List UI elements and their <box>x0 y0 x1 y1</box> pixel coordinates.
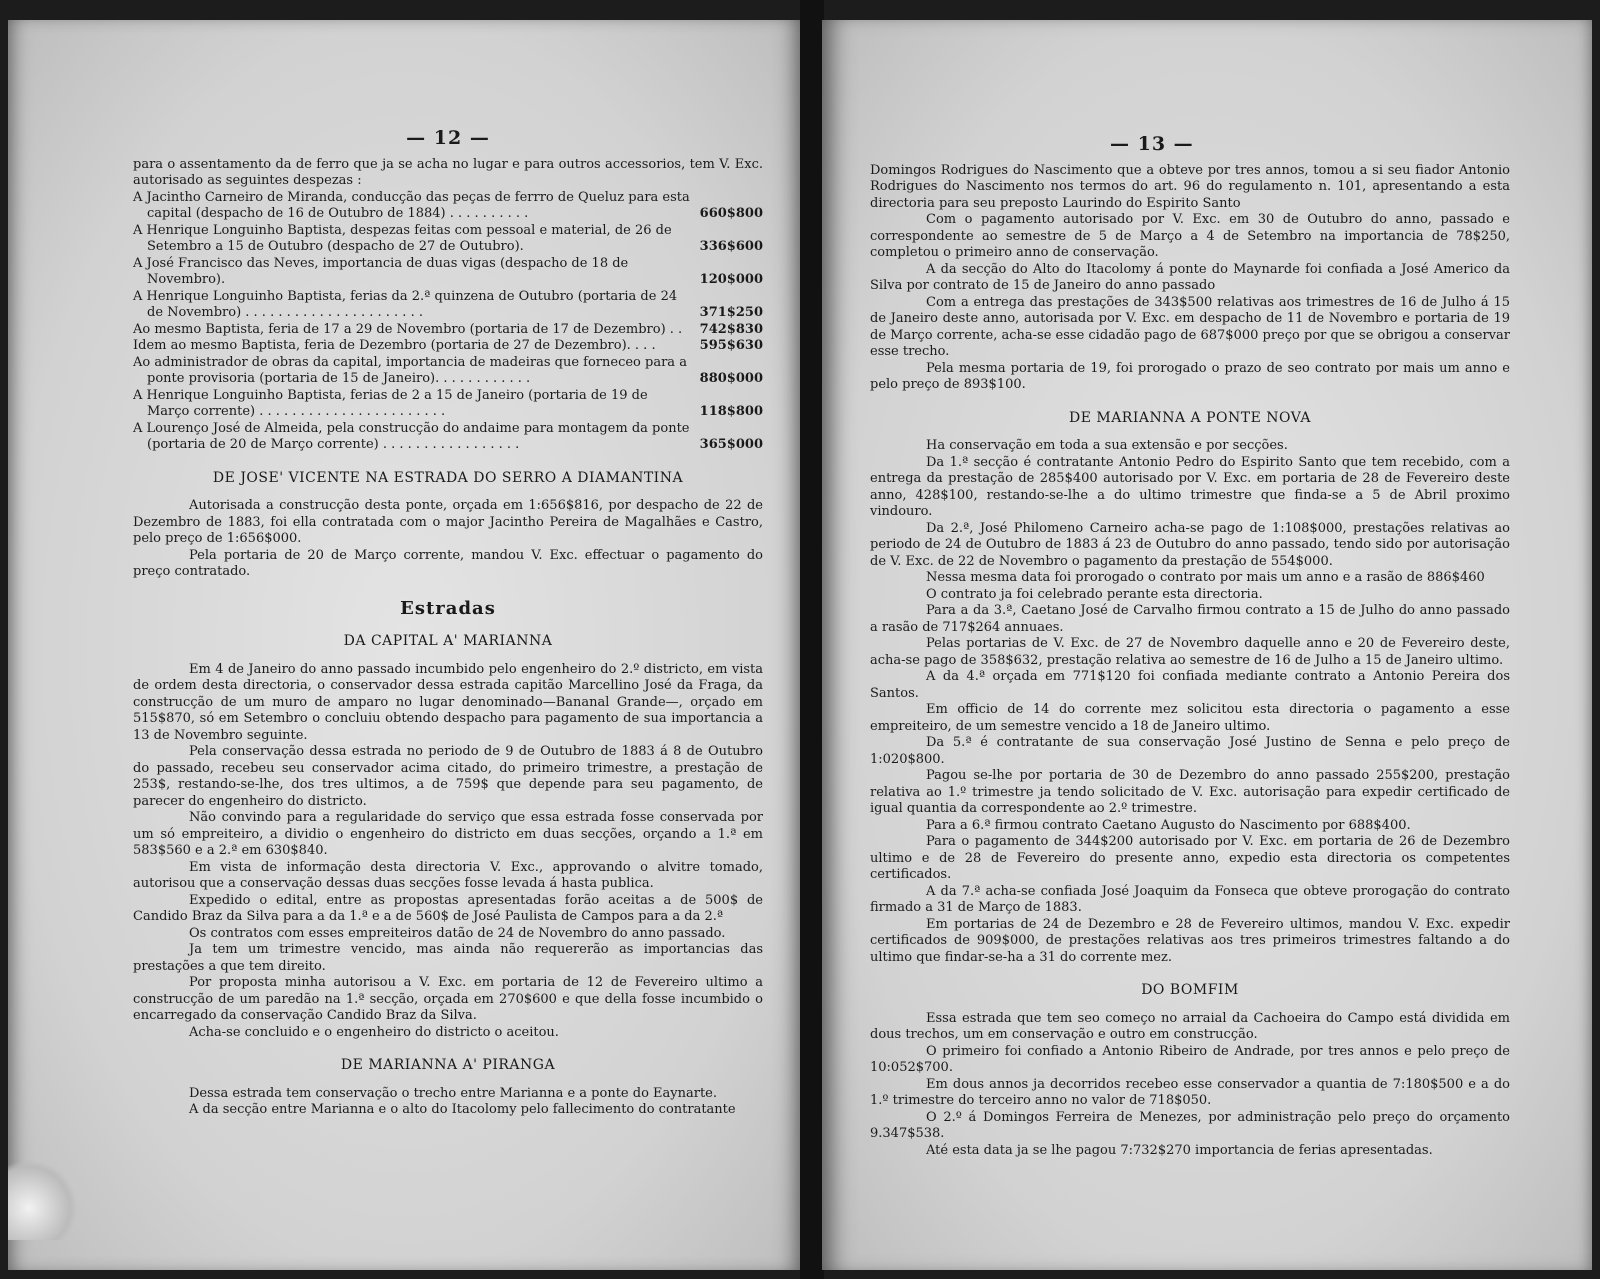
expense-text: Idem ao mesmo Baptista, feria de Dezembro (portaria de 27 de Dezembro). . . . <box>133 338 656 353</box>
section-heading: DO BOMFIM <box>1141 982 1239 998</box>
paragraph: Pagou se-lhe por portaria de 30 de Dezembro do anno passado 255$200, prestação relativa ao 1.º trimestre ja tendo solicitado de V. Exc. autorisação para expedir certificado de igual quantia da correspondente ao 2.º trimestre. <box>870 768 1510 816</box>
paragraph: A da secção entre Marianna e o alto do Itacolomy pelo fallecimento do contratante <box>189 1102 736 1117</box>
paragraph: O contrato ja foi celebrado perante esta directoria. <box>926 586 1263 602</box>
expense-entry <box>133 421 763 454</box>
paragraph: Pela portaria de 20 de Março corrente, mandou V. Exc. effectuar o pagamento do preço contratado. <box>133 547 763 579</box>
paragraph: Essa estrada que tem seo começo no arraial da Cachoeira do Campo está dividida em dous trechos, um em conservação e outro em construcção. <box>870 1010 1510 1042</box>
paragraph: Em officio de 14 do corrente mez solicitou esta directoria o pagamento a esse empreiteiro, de um semestre vencido a 18 de Janeiro ultimo. <box>870 702 1510 734</box>
paragraph: Expedido o edital, entre as propostas apresentadas forão aceitas a de 500$ de Candido Braz da Silva para a da 1.ª e a de 560$ de José Paulista de Campos para a da 2.ª <box>133 892 763 924</box>
expense-text: Ao administrador de obras da capital, importancia de madeiras que forneceo para a ponte provisoria (portaria de 15 de Janeiro). . . . . . . . . . . . <box>133 354 687 386</box>
expense-amount: 120$000 <box>699 272 763 287</box>
paragraph: Da 1.ª secção é contratante Antonio Pedro do Espirito Santo que tem recebido, com a entrega da prestação de 285$400 autorisado por V. Exc. em portaria de 28 de Fevereiro deste anno, 428$100, restando-se-lhe a do ultimo trimestre que finda-se a 5 de Abril proximo vindouro. <box>870 454 1510 519</box>
paragraph: Ha conservação em toda a sua extensão e por secções. <box>926 438 1288 453</box>
expense-amount: 595$630 <box>699 338 763 353</box>
expense-entry <box>133 322 763 339</box>
expense-text: A José Francisco das Neves, importancia de duas vigas (despacho de 18 de Novembro). <box>133 255 629 287</box>
page-curl-decoration <box>8 1160 78 1240</box>
section-heading: DA CAPITAL A' MARIANNA <box>343 633 553 649</box>
expense-entry <box>133 338 763 355</box>
paragraph: Pelas portarias de V. Exc. de 27 de Novembro daquelle anno e 20 de Fevereiro deste, acha-se pago de 358$632, prestação relativa ao semestre de 16 de Julho a 15 de Janeiro ultimo. <box>870 636 1510 668</box>
expense-amount: 365$000 <box>699 437 763 452</box>
chapter-heading: Estradas <box>400 597 496 619</box>
paragraph: Da 2.ª, José Philomeno Carneiro acha-se pago de 1:108$000, prestações relativas ao periodo de 24 de Outubro de 1883 á 23 de Outubro do anno passado, tendo sido por autorisação de V. Exc. de 22 de Novembro o pagamento da prestação de 554$000. <box>870 520 1510 569</box>
expense-amount: 336$600 <box>699 239 763 254</box>
paragraph: Autorisada a construcção desta ponte, orçada em 1:656$816, por despacho de 22 de Dezembro de 1883, foi ella contratada com o major Jacintho Pereira de Magalhães e Castro, pelo preço de 1:656$000. <box>133 498 763 546</box>
paragraph: Nessa mesma data foi prorogado o contrato por mais um anno e a rasão de 886$460 <box>926 570 1485 585</box>
section-heading: DE JOSE' VICENTE NA ESTRADA DO SERRO A DIAMANTINA <box>212 469 684 486</box>
paragraph: O primeiro foi confiado a Antonio Ribeiro de Andrade, por tres annos e pelo preço de 10:052$700. <box>870 1043 1510 1075</box>
expense-text: Ao mesmo Baptista, feria de 17 a 29 de Novembro (portaria de 17 de Dezembro) . . <box>133 321 683 337</box>
paragraph: Até esta data ja se lhe pagou 7:732$270 importancia de ferias apresentadas. <box>926 1142 1433 1158</box>
paragraph: Em vista de informação desta directoria V. Exc., approvando o alvitre tomado, autorisou que a conservação dessas duas secções fosse levada á hasta publica. <box>133 859 763 891</box>
page-number: — 12 — <box>406 127 490 149</box>
paragraph: Por proposta minha autorisou a V. Exc. em portaria de 12 de Fevereiro ultimo a construcção de um paredão na 1.ª secção, orçada em 270$600 e que della fosse incumbido o encarregado da conservação Candido Braz da Silva. <box>133 975 763 1023</box>
paragraph: Dessa estrada tem conservação o trecho entre Marianna e a ponte do Eaynarte. <box>189 1085 717 1101</box>
expense-text: A Lourenço José de Almeida, pela construcção do andaime para montagem da ponte (portaria de 20 de Março corrente) . . . . . . . . . . . . . . . . . <box>133 420 690 452</box>
expense-entry <box>133 223 763 256</box>
expense-amount: 371$250 <box>699 305 763 320</box>
paragraph: A da 7.ª acha-se confiada José Joaquim da Fonseca que obteve prorogação do contrato firmado a 31 de Março de 1883. <box>870 883 1510 915</box>
paragraph: Da 5.ª é contratante de sua conservação José Justino de Senna e pelo preço de 1:020$800. <box>870 735 1510 767</box>
expense-text: A Henrique Longuinho Baptista, despezas feitas com pessoal e material, de 26 de Setembro a 15 de Outubro (despacho de 27 de Outubro). <box>133 222 672 254</box>
paragraph: O 2.º á Domingos Ferreira de Menezes, por administração pelo preço do orçamento 9.347$538. <box>870 1109 1510 1141</box>
expense-amount: 880$000 <box>699 371 763 386</box>
paragraph: A da 4.ª orçada em 771$120 foi confiada mediante contrato a Antonio Pereira dos Santos. <box>870 669 1510 701</box>
expense-text: A Henrique Longuinho Baptista, ferias da 2.ª quinzena de Outubro (portaria de 24 de Novembro) . . . . . . . . . . . . . . . . . . . . . . <box>133 288 678 320</box>
expense-entry <box>133 289 763 322</box>
expense-text: A Henrique Longuinho Baptista, ferias de 2 a 15 de Janeiro (portaria de 19 de Março corrente) . . . . . . . . . . . . . . . . . . . . . . . <box>133 387 648 419</box>
expense-amount: 660$800 <box>699 206 763 221</box>
expense-entry <box>133 355 763 388</box>
page-number: — 13 — <box>1110 133 1194 155</box>
paragraph: A da secção do Alto do Itacolomy á ponte do Maynarde foi confiada a José Americo da Silva por contrato de 15 de Janeiro do anno passado <box>870 261 1510 293</box>
left-page <box>8 20 803 1270</box>
paragraph: Pela mesma portaria de 19, foi prorogado o prazo de seo contrato por mais um anno e pelo preço de 893$100. <box>870 360 1510 392</box>
section-heading: DE MARIANNA A' PIRANGA <box>340 1057 556 1073</box>
paragraph: Não convindo para a regularidade do serviço que essa estrada fosse conservada por um só empreiteiro, a dividio o engenheiro do districto em duas secções, orçando a 1.ª em 583$560 e a 2.ª em 630$840. <box>133 810 763 858</box>
paragraph: Com a entrega das prestações de 343$500 relativas aos trimestres de 16 de Julho á 15 de Janeiro deste anno, autorisada por V. Exc. em despacho de 11 de Novembro e portaria de 19 de Março corrente, acha-se esse cidadão pago de 687$000 preço por que se obrigou a conservar esse trecho. <box>870 294 1510 359</box>
paragraph: Pela conservação dessa estrada no periodo de 9 de Outubro de 1883 á 8 de Outubro do passado, recebeu seu conservador acima citado, do primeiro trimestre, a prestação de 253$, restando-se-lhe, dos tres ultimos, a de 759$ que depende para seu pagamento, de parecer do engenheiro do districto. <box>133 744 763 809</box>
paragraph: Os contratos com esses empreiteiros datão de 24 de Novembro do anno passado. <box>189 925 726 941</box>
right-text-column <box>870 133 1510 1159</box>
right-page <box>822 20 1592 1270</box>
paragraph: Em dous annos ja decorridos recebeo esse conservador a quantia de 7:180$500 e a do 1.º trimestre do terceiro anno no valor de 718$050. <box>870 1076 1510 1108</box>
expense-amount: 742$830 <box>699 321 763 337</box>
book-gutter <box>800 0 824 1279</box>
expense-entry <box>133 190 763 223</box>
paragraph: Ja tem um trimestre vencido, mas ainda não requererão as importancias das prestações a que tem direito. <box>133 942 763 974</box>
expense-text: A Jacintho Carneiro de Miranda, conducção das peças de ferrro de Queluz para esta capital (despacho de 16 de Outubro de 1884) . . . . . . . . . . <box>133 189 690 221</box>
left-text-column <box>133 127 763 1119</box>
paragraph: Para a 6.ª firmou contrato Caetano Augusto do Nascimento por 688$400. <box>926 817 1411 833</box>
intro-text: para o assentamento da de ferro que ja se acha no lugar e para outros accessorios, tem V. Exc. autorisado as seguintes despezas : <box>133 156 763 188</box>
paragraph: Com o pagamento autorisado por V. Exc. em 30 de Outubro do anno, passado e correspondente ao semestre de 5 de Março a 4 de Setembro na importancia de 78$250, completou o primeiro anno de conservação. <box>870 212 1510 260</box>
paragraph: Domingos Rodrigues do Nascimento que a obteve por tres annos, tomou a si seu fiador Antonio Rodrigues do Nascimento nos termos do art. 96 do regulamento n. 101, apresentando a esta directoria para seu preposto Laurindo do Espirito Santo <box>870 162 1510 211</box>
paragraph: Acha-se concluido e o engenheiro do districto o aceitou. <box>189 1024 559 1040</box>
paragraph: Para a da 3.ª, Caetano José de Carvalho firmou contrato a 15 de Julho do anno passado a rasão de 717$264 annuaes. <box>870 603 1510 635</box>
expense-entry <box>133 256 763 289</box>
paragraph: Em 4 de Janeiro do anno passado incumbido pelo engenheiro do 2.º districto, em vista de ordem desta directoria, o conservador dessa estrada capitão Marcellino José da Fraga, da construcção de um muro de amparo no lugar denominado—Bananal Grande—, orçado em 515$870, só em Setembro o concluiu obtendo despacho para pagamento de sua importancia a 13 de Novembro seguinte. <box>133 661 763 743</box>
paragraph: Em portarias de 24 de Dezembro e 28 de Fevereiro ultimos, mandou V. Exc. expedir certificados de 909$000, de prestações relativas aos tres primeiros trimestres faltando a do ultimo que findar-se-ha a 31 do corrente mez. <box>870 916 1510 965</box>
section-heading: DE MARIANNA A PONTE NOVA <box>1068 409 1312 426</box>
expense-amount: 118$800 <box>699 404 763 419</box>
paragraph: Para o pagamento de 344$200 autorisado por V. Exc. em portaria de 26 de Dezembro ultimo e de 28 de Fevereiro do presente anno, expedio esta directoria os competentes certificados. <box>870 834 1510 882</box>
expense-entry <box>133 388 763 421</box>
